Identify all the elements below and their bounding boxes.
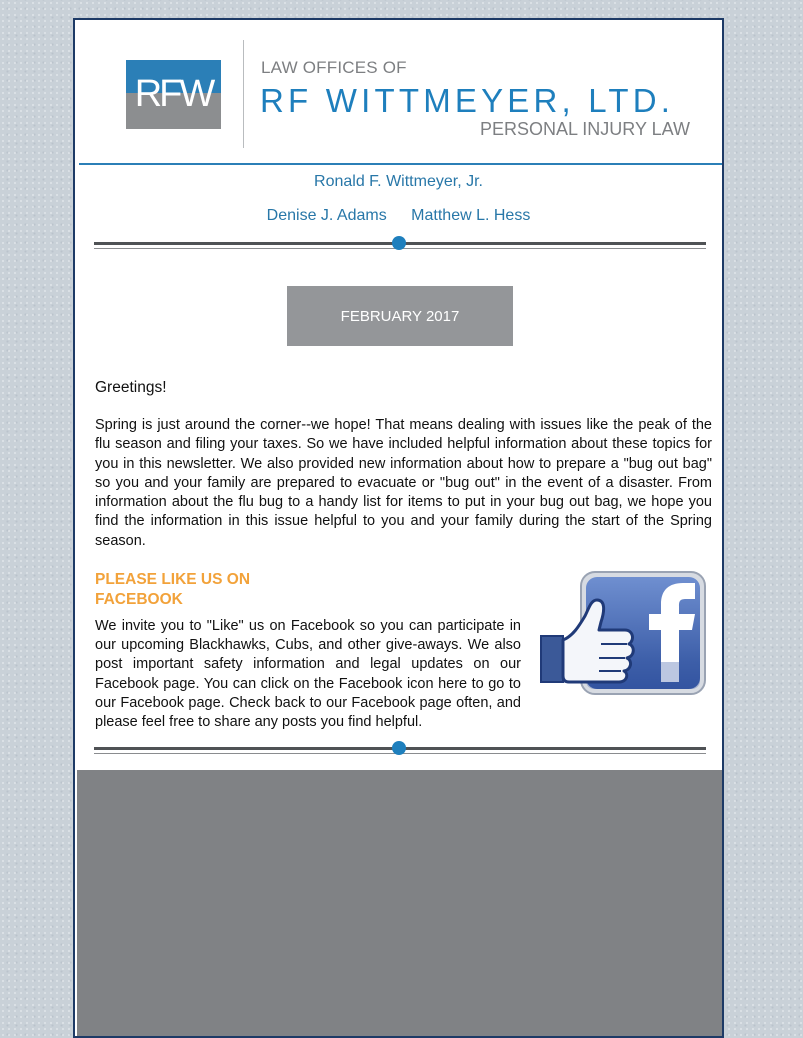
- attorney-associate: Matthew L. Hess: [411, 207, 531, 224]
- attorney-list: [75, 173, 722, 224]
- section-divider: [94, 237, 706, 253]
- logo-text: RFW: [134, 73, 213, 115]
- attorney-associate: Denise J. Adams: [266, 207, 387, 224]
- facebook-heading: PLEASE LIKE US ON FACEBOOK: [95, 571, 251, 608]
- rfw-logo: [126, 60, 221, 129]
- newsletter-header: [75, 20, 722, 163]
- firm-name: RF WITTMEYER, LTD.: [260, 82, 675, 119]
- attorney-associates: [75, 207, 722, 225]
- firm-prefix: LAW OFFICES OF: [261, 58, 407, 77]
- issue-date-box: FEBRUARY 2017: [287, 286, 513, 346]
- header-rule: [79, 163, 722, 165]
- newsletter-frame: [73, 18, 724, 1038]
- divider-dot: [392, 236, 406, 250]
- intro-paragraph: Spring is just around the corner--we hope! That means dealing with issues like the peak of the flu season and filing your taxes. So we have included helpful information about these topics for you in this newsletter. We also provided new information about how to prepare a "bug out bag" so you and your family are prepared to evacuate or "bug out" in the event of a disaster. From information about the flu bug to a handy list for items to put in your bug out bag, we hope you find the information in this issue helpful to you and your family during the start of the Spring season.: [95, 417, 712, 549]
- facebook-paragraph: We invite you to "Like" us on Facebook so you can participate in our upcoming Blackhawks, Cubs, and other give-aways. We also post important safety information and legal updates on our Facebook page. You can click on the Facebook icon here to go to our Facebook page. Check back to our Facebook page often, and please feel free to share any posts you find helpful.: [95, 618, 521, 731]
- greeting: Greetings!: [95, 379, 167, 396]
- divider-dot: [392, 741, 406, 755]
- section-divider: [94, 742, 706, 758]
- firm-subtitle: PERSONAL INJURY LAW: [479, 119, 690, 139]
- facebook-like-icon[interactable]: [539, 570, 709, 700]
- logo-divider: [243, 40, 244, 148]
- attorney-principal: Ronald F. Wittmeyer, Jr.: [314, 173, 483, 190]
- gray-content-block: [77, 770, 722, 1038]
